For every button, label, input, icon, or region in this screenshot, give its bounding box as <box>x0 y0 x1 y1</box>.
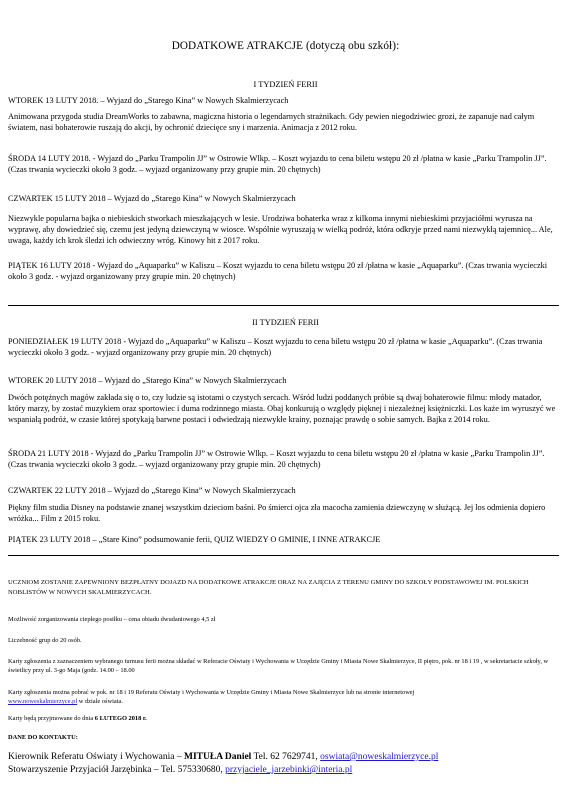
contact1-email-link[interactable]: oswiata@noweskalmierzyce.pl <box>320 752 439 762</box>
contact-heading: DANE DO KONTAKTU: <box>8 734 78 741</box>
week2-item1-head: PONIEDZIAŁEK 19 LUTY 2018 - Wyjazd do „Aquaparku” w Kaliszu – Koszt wyjazdu to cena biletu wstępu 20 zł /płatna w kasie „Aquaparku”. (Czas trwania wycieczki około 3 godz. - wyjazd organizowany przy grupie min. 20 chętnych) <box>8 337 543 357</box>
page-title: DODATKOWE ATRAKCJE (dotyczą obu szkół): <box>171 40 400 52</box>
contact2-email-link[interactable]: przyjaciele_jarzebinki@interia.pl <box>225 765 353 775</box>
application-cards-info: Karty zgłoszenia z zaznaczeniem wybranego turnusu ferii można składać w Referacie Oświaty i Wychowania w Urzędzie Gminy i Miasta Nowe Skalmierzyce, II piętro, pok. nr 18 i 19 , w sekretariacie szkoły, w świetlicy przy ul. 3-go Maja (godz. 14.00 – 18.00 <box>8 658 549 674</box>
week1-item2-head: ŚRODA 14 LUTY 2018. - Wyjazd do „Parku Trampolin JJ” w Ostrowie Wlkp. – Koszt wyjazdu to cena biletu wstępu 20 zł /płatna w kasie „Parku Trampolin JJ”. (Czas trwania wycieczki około 3 godz. – wyjazd organizowany przy grupie min. 20 chętnych) <box>8 154 547 174</box>
week1-heading: I TYDZIEŃ FERII <box>253 80 318 89</box>
transport-notice: UCZNIOM ZOSTANIE ZAPEWNIONY BEZPŁATNY DOJAZD NA DODATKOWE ATRAKCJE ORAZ NA ZAJĘCIA Z TERENU GMINY DO SZKOŁY PODSTAWOWEJ IM. POLSKICH NOBLISTÓW W NOWYCH SKALMIERZYCACH. <box>8 579 529 596</box>
week2-item4-body: Piękny film studia Disney na podstawie znanej wszystkim dzieciom baśni. Po śmierci ojca zła macocha zamienia dziewczynę w służącą. Jej los odmienia dopiero wróżka... Film z 2015 roku. <box>8 503 546 523</box>
week1-item3-body: Niezwykle popularna bajka o niebieskich stworkach mieszkających w lesie. Urodziwa bohaterka wraz z kilkoma innymi niebieskimi przyjaciółmi wyrusza na wyprawę, aby dowiedzieć się, czemu jest jedyną dziewczyną w wiosce. Wspólnie wyruszają w wielką podróż, która odkryje przed nami niezwykłą tajemnicę... Ale, uwaga, każdy ich krok śledzi ich odwieczny wróg. Kinowy hit z 2017 roku. <box>8 214 553 245</box>
week2-item3-head: ŚRODA 21 LUTY 2018 - Wyjazd do „Parku Trampolin JJ” w Ostrowie Wlkp. – Koszt wyjazdu to cena biletu wstępu 20 zł /płatna w kasie „Parku Trampolin JJ”. (Czas trwania wycieczki około 3 godz. – wyjazd organizowany przy grupie min. 20 chętnych) <box>8 449 545 469</box>
deadline-date: 6 LUTEGO 2018 r. <box>94 715 147 722</box>
week2-item5-head: PIĄTEK 23 LUTY 2018 – „Stare Kino” podsumowanie ferii, QUIZ WIEDZY O GMINIE, I INNE ATRAKCJE <box>8 535 381 544</box>
week1-item4-head: PIĄTEK 16 LUTY 2018 - Wyjazd do „Aquaparku” w Kaliszu – Koszt wyjazdu to cena biletu wstępu 20 zł /płatna w kasie „Aquaparku”. (Czas trwania wycieczki około 3 godz. - wyjazd organizowany przy grupie min. 20 chętnych) <box>8 261 548 281</box>
meal-info: Możliwość zorganizowania ciepłego posiłku – cena obiadu dwudaniowego 4,5 zł <box>8 616 216 623</box>
download-info <box>8 688 556 706</box>
week2-item4-head: CZWARTEK 22 LUTY 2018 – Wyjazd do „Starego Kina” w Nowych Skalmierzycach <box>8 486 296 495</box>
deadline-prefix: Karty będą przyjmowane do dnia <box>8 715 95 722</box>
week2-heading: II TYDZIEŃ FERII <box>252 318 319 327</box>
contact1-phone: Tel. 62 7629741, <box>251 752 321 762</box>
deadline-info <box>8 714 556 723</box>
download-suffix: w dziale oświata. <box>77 698 123 705</box>
contact1-name: MITUŁA Daniel <box>184 752 252 762</box>
group-size-info: Liczebność grup do 20 osób. <box>8 637 82 644</box>
week1-item3-head: CZWARTEK 15 LUTY 2018 – Wyjazd do „Starego Kina” w Nowych Skalmierzycach <box>8 194 296 203</box>
contact2-org: Stowarzyszenie Przyjaciół Jarzębinka – Tel. 575330680, <box>8 765 226 775</box>
contact-line-1 <box>8 752 438 764</box>
divider <box>8 305 559 306</box>
week2-item2-body: Dwóch potężnych magów zakłada się o to, czy ludzie są istotami o czystych sercach. Wśród ludzi poddanych próbie są dwaj bohaterowie filmu: młody matador, który marzy, by zostać muzykiem oraz sportowiec i duma rodzinnego miasta. Obaj konkurują o względy pięknej i niezależnej księżniczki. Los każe im wyruszyć we wspaniałą podróż, w czasie której spotykają barwne postaci i odwiedzają niezwykłe krainy, poznając prawdę o sobie samych. Bajka z 2014 roku. <box>8 393 556 424</box>
contact-line-2 <box>8 765 352 777</box>
week2-item2-head: WTOREK 20 LUTY 2018 – Wyjazd do „Starego Kina” w Nowych Skalmierzycach <box>8 376 287 385</box>
website-link[interactable]: www.noweskalmierzyce.pl <box>8 698 78 705</box>
week1-item1-head: WTOREK 13 LUTY 2018. – Wyjazd do „Starego Kina” w Nowych Skalmierzycach <box>8 96 289 105</box>
week1-item1-body: Animowana przygoda studia DreamWorks to zabawna, magiczna historia o legendarnych strażnikach. Gdy pewien niegodziwiec grozi, że zapanuje nad całym światem, nasi bohaterowie ruszają do akcji, by ochronić dziecięce sny i marzenia. Animacja z 2012 roku. <box>8 112 535 132</box>
download-text: Karty zgłoszenia można pobrać w pok. nr 18 i 19 Referatu Oświaty i Wychowania w Urzędzie Gminy i Miasta Nowe Skalmierzyce lub na stronie internetowej <box>8 689 415 696</box>
contact1-role: Kierownik Referatu Oświaty i Wychowania – <box>8 752 185 762</box>
divider <box>8 555 559 556</box>
